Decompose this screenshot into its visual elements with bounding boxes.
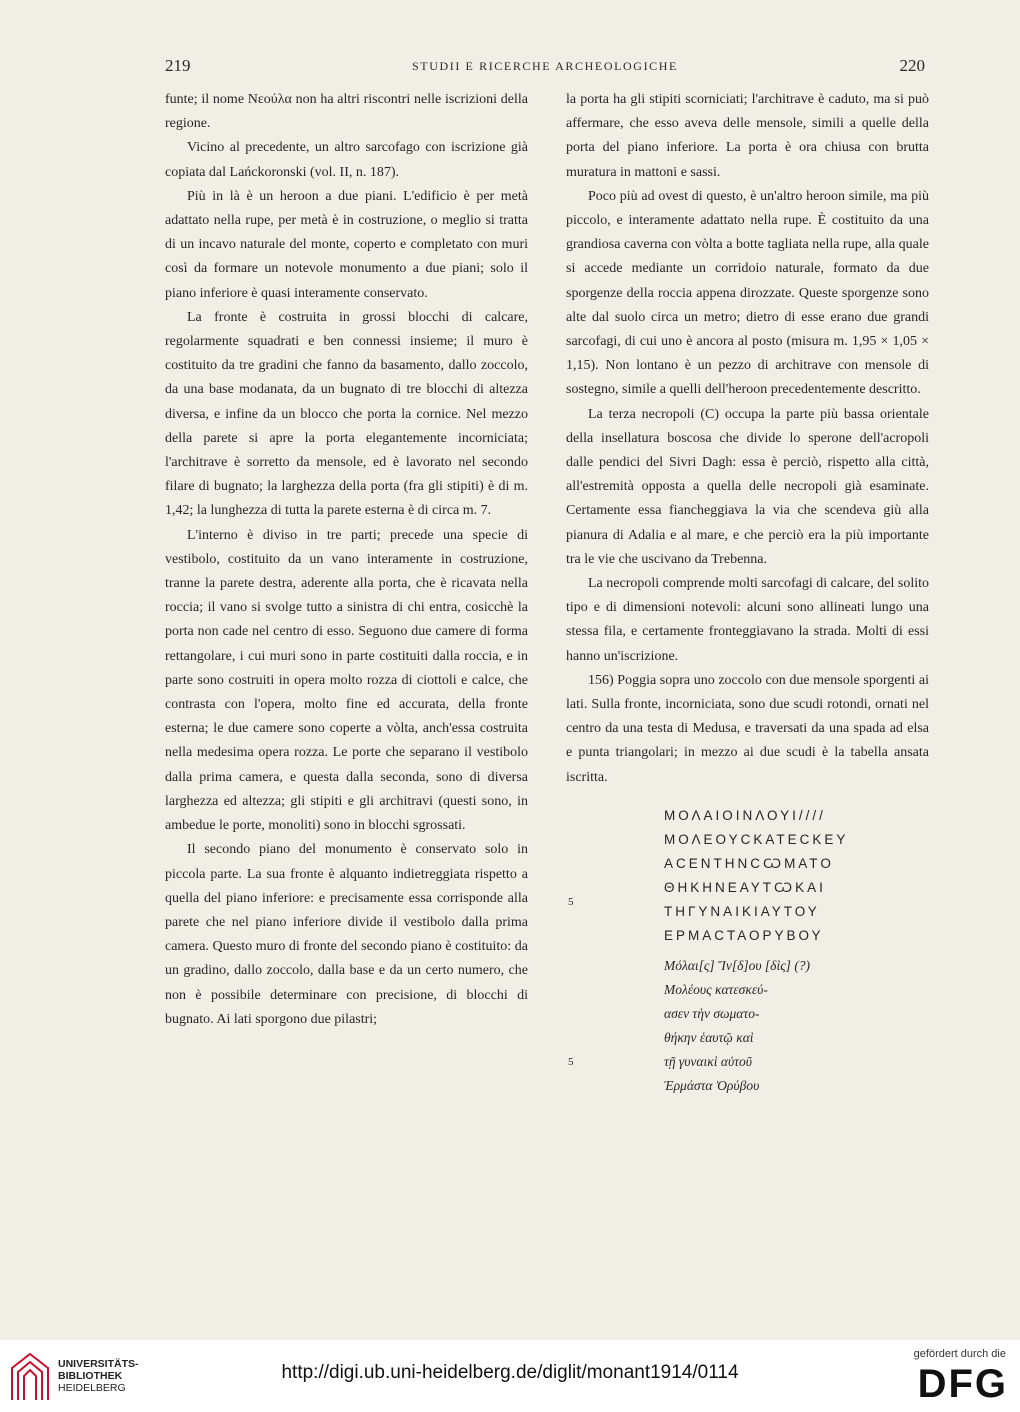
paragraph: L'interno è diviso in tre parti; precede una specie di vestibolo, costituito da un vano interamente in costruzione, tranne la parete destra, aderente alla porta, che è ricavata nella roccia; il vano si svolge tutto a sinistra di chi entra, cosicchè la porta non cade nel centro di esso. Seguono due camere di forma rettangolare, i cui muri sono in parte costituiti dalla roccia, e in parte sono costruiti in opera molto rozza di ciottoli e calce, che contrasta con l'opera, molto fine ed accurata, della fronte esterna; le due camere sono coperte a vòlta, anch'essa costruita nella medesima opera rozza. Le porte che separano il vestibolo dalla prima camera, e questa dalla seconda, sono di diversa larghezza ed altezza; gli stipiti e gli architravi (questi sono, in ambedue le porte, monoliti) sono in blocchi sgrossati. [165,527,528,834]
inscription-line: ΑϹΕΝΤΗΝϹѠΜΑΤΟ [664,855,834,871]
paragraph: La necropoli comprende molti sarcofagi di calcare, del solito tipo e di dimensioni notevoli: alcuni sono allineati lungo una stessa fila, e certamente fronteggiavano la strada. Molti di essi hanno un'iscrizione. [566,576,929,664]
running-title: STUDII E RICERCHE ARCHEOLOGICHE [412,59,678,73]
library-line: BIBLIOTHEK [58,1370,123,1382]
paragraph: La terza necropoli (C) occupa la parte più bassa orientale della insellatura boscosa che divide lo sperone dell'acropoli dalle pendici del Sivri Dagh: essa è perciò, rispetto alla città, all'estremità opposta a quella delle necropoli già esaminate. Certamente essa fiancheggiava la via che scendeva giù alla pianura di Adalia e al mare, e che perciò era la più importante tra le vie che uscivano da Trebenna. [566,406,929,567]
paragraph: Il secondo piano del monumento è conservato solo in piccola parte. La sua fronte è alquanto indietreggiata rispetto a quella del piano inferiore: e precisamente essa corrisponde alla parete che nel piano inferiore divide il vestibolo dalla prima camera. Questo muro di fronte del secondo piano è costituito: da un gradino, dallo zoccolo, dalla base e da un certo numero, che non è possibile determinare con precisione, di blocchi di bugnato. Ai lati sporgono due pilastri; [165,842,528,1027]
inscription-line-number: 5 [568,895,574,908]
page-number-left: 219 [165,56,191,75]
funded-by-label: gefördert durch die [913,1348,1006,1360]
transcription-line: Μολέους κατεσκεύ- [664,981,768,997]
paragraph: Più in là è un heroon a due piani. L'edificio è per metà adattato nella rupe, per metà è in costruzione, o meglio si tratta di un incavo naturale del monte, coperto e completato con muri così da formare un notevole monumento a due piani; solo il piano inferiore è quasi interamente conservato. [165,188,528,301]
left-column [165,88,528,1032]
inscription-line: ΤΗΓΥΝΑΙΚΙΑΥΤΟΥ [664,903,820,919]
dfg-logo: DFG [917,1362,1008,1406]
transcription-line: Μόλαι[ς] Ἴν[δ]ου [δὶς] (?) [664,957,811,973]
footer-bar [0,1340,1020,1412]
paragraph: Vicino al precedente, un altro sarcofago con iscrizione già copiata dal Lańckoronski (vol. II, n. 187). [165,140,528,180]
page-number-right: 220 [899,56,925,75]
inscription-line: ΘΗΚΗΝΕΑΥΤѠΚΑΙ [664,879,826,895]
page-header [165,56,925,78]
transcription-line: ασεν τὴν σωματο- [664,1005,760,1021]
right-column [566,88,929,1098]
transcription-line: Ἑρμάστα Ὀρύβου [664,1077,760,1093]
paragraph: la porta ha gli stipiti scorniciati; l'architrave è caduto, ma si può affermare, che esso aveva delle mensole, simili a quelle della porta del piano inferiore. La porta è ora chiusa con brutta muratura in mattoni e sassi. [566,92,929,180]
transcription-line: θήκην ἑαυτῷ καὶ [664,1029,754,1045]
greek-inscription [566,804,929,948]
greek-transcription [566,954,929,1098]
paragraph: funte; il nome Νεούλα non ha altri riscontri nelle iscrizioni della regione. [165,92,528,132]
paragraph: La fronte è costruita in grossi blocchi di calcare, regolarmente squadrati e ben connessi insieme; il muro è costituito da tre gradini che fanno da basamento, dallo zoccolo, da una base modanata, da un bugnato di tre blocchi di altezza diversa, e infine da un blocco che porta la cornice. Nel mezzo della parete si apre la porta elegantemente incorniciata; l'architrave è sorretto da mensole, ed è lavorato nel secondo filare di bugnato; la larghezza della porta (fra gli stipiti) è di m. 1,42; la lunghezza di tutta la parete esterna è di circa m. 7. [165,309,528,519]
transcription-line-number: 5 [568,1055,574,1068]
paragraph: 156) Poggia sopra uno zoccolo con due mensole sporgenti ai lati. Sulla fronte, incorniciata, sono due scudi rotondi, ornati nel centro da una testa di Medusa, e traversati da una spada ad elsa e punta triangolari; in mezzo ai due scudi è la tabella ansata iscritta. [566,672,929,785]
inscription-line: ΕΡΜΑϹΤΑΟΡΥΒΟΥ [664,927,824,943]
inscription-line: ΜΟΛΑΙΟΙΝΛΟΥΙ//// [664,807,826,823]
paragraph: Poco più ad ovest di questo, è un'altro heroon simile, ma più piccolo, e interamente adattato nella rupe. È costituito da una grandiosa caverna con vòlta a botte tagliata nella rupe, alla quale si accede mediante un corridoio naturale, formato da due sporgenze della roccia appena dirozzate. Queste sporgenze sono alte dal suolo circa un metro; dietro di esse erano due grandi sarcofagi, di cui uno è ancora al posto (misura m. 1,95 × 1,05 × 1,15). Non lontano è un pezzo di architrave con mensole di sostegno, simile a quelli dell'heroon precedentemente descritto. [566,188,929,398]
library-line: HEIDELBERG [58,1382,126,1394]
source-url-link[interactable]: http://digi.ub.uni-heidelberg.de/diglit/monant1914/0114 [281,1362,739,1383]
inscription-line: ΜΟΛΕΟΥϹΚΑΤΕϹΚΕΥ [664,831,849,847]
library-line: UNIVERSITÄTS- [58,1358,139,1370]
transcription-line: τῇ γυναικὶ αὐτοῦ [664,1053,752,1069]
